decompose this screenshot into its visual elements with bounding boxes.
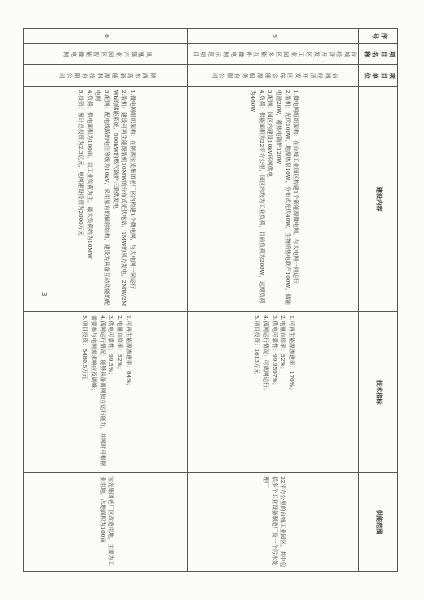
header-project-unit: 项目单位 xyxy=(359,65,398,86)
row-project-name: 凤凰镇产业园区智能微电网 xyxy=(24,44,188,65)
row-seq: 5 xyxy=(188,29,359,44)
page-number: 3 xyxy=(40,292,48,297)
content-line: 4.负荷：供能面积为22平方公里，园区内均为工业负荷，目前负荷为200W，远期负荷为400W xyxy=(248,89,264,304)
row-project-name: 台城经济开发区工业园区多能互补微电网示范项目 xyxy=(188,44,359,65)
row-content xyxy=(24,86,188,311)
row-seq: 6 xyxy=(24,29,188,44)
rotated-sheet xyxy=(16,20,408,580)
tech-line: 2.电量自给率：52%； xyxy=(279,315,286,373)
header-project-name: 项目名称 xyxy=(359,44,398,65)
row-project-unit: 台城经济开发区综合能源服务有限公司 xyxy=(188,65,359,86)
tech-line: 1.可再生能源渗透率：170%； xyxy=(287,315,294,393)
row-tech xyxy=(24,312,188,473)
project-table xyxy=(23,28,398,572)
row-content xyxy=(188,86,359,311)
tech-line: 4.孤网运行情况：可离网运行； xyxy=(261,315,268,394)
header-scope: 供能范围 xyxy=(359,473,398,572)
header-tech: 技术指标 xyxy=(359,312,398,473)
tech-line: 1.可再生能源渗透率：84%； xyxy=(124,315,131,389)
tech-line: 3.供电可靠性：99.9597%； xyxy=(270,315,277,389)
tech-line: 5.项目投资：5480.5万元 xyxy=(81,315,88,380)
content-line: 4.负荷：供电面积为100亩，以工业负荷为主，最大负荷约为10MW xyxy=(85,89,92,259)
tech-line: 4.孤网运行情况：能够具备离网独立运行能力，并网时可根据需要参与电网需求响应及调峰； xyxy=(90,315,105,467)
content-line: 5.投资：预计总投资为2.3亿元，电网建设投资为2000万元 xyxy=(77,89,84,236)
content-line: 3.配网：配电线路的电压等级为10kV，采用原有的辐射结构，建设为具备互动功能的配电网 xyxy=(94,89,109,306)
content-line: 2.装机：光伏100W，地源热泵10W，分布式光伏40W，生物质热电联产100W，储能电池20W，蓄热电锅炉120W xyxy=(274,89,290,305)
table-header-row xyxy=(359,29,398,572)
content-line: 3.配网：园区内建设10kV环网供电 xyxy=(266,89,273,177)
tech-line: 5.项目投资：1613万元 xyxy=(253,315,260,374)
header-content: 建设内容 xyxy=(359,86,398,311)
tech-line: 3.供电可靠性：99.5%； xyxy=(107,315,114,378)
content-line: 1.微电网组织架构：在台城工业园区构建1个新能源微电网，与大电网一同运行 xyxy=(292,89,299,284)
table-row xyxy=(24,29,188,572)
header-seq: 序号 xyxy=(359,29,398,44)
row-project-unit: 陕西东高新能源科技有限公司 xyxy=(24,65,188,86)
content-line: 1.微电网组织架构：在陕西宝光集团老厂区内构建1个微电网，与大电网一同运行 xyxy=(128,89,135,290)
row-tech xyxy=(188,312,359,473)
row-scope: 22平方公里的台城工业园区，其中包括多个工业设备制造厂及一个污水处理厂 xyxy=(188,473,359,572)
content-line: 2.装机：建设可再生能源装机10MW的分布式光伏电站，1MW的风力发电，2MW/2MWh的储能系统，500kW的燃气锅炉三联供发电 xyxy=(111,89,127,307)
row-scope: 宝光集团老厂区改造用地，主要为工业用地，占地面积为100亩 xyxy=(24,473,188,572)
tech-line: 2.电量自给率：52%； xyxy=(115,315,122,373)
table-row xyxy=(188,29,359,572)
